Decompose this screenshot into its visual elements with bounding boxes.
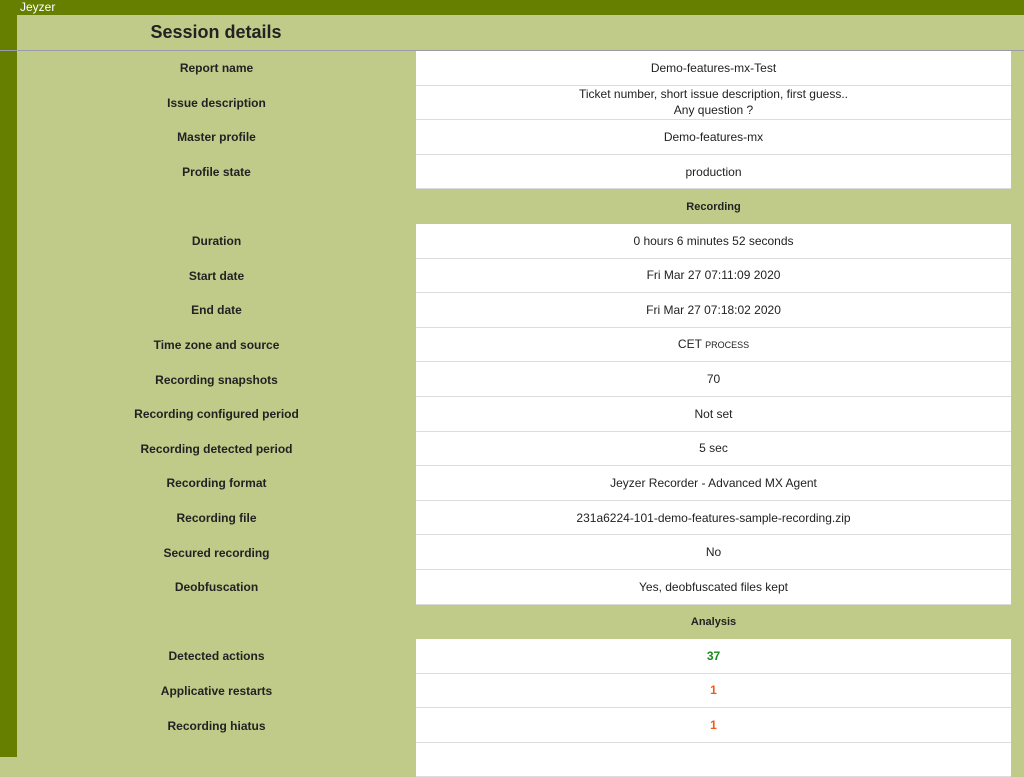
row-label: Detected actions [168, 649, 265, 664]
table-row [17, 639, 1011, 674]
table-row [17, 362, 1011, 397]
row-value: Yes, deobfuscated files kept [639, 579, 788, 594]
details-table [17, 51, 1011, 777]
value-cell [416, 120, 1011, 155]
row-label: Secured recording [163, 545, 270, 560]
divider [0, 50, 17, 51]
value-cell [416, 86, 1011, 121]
row-value: production [685, 164, 742, 179]
table-row [17, 293, 1011, 328]
spacer [17, 189, 416, 224]
table-row [17, 224, 1011, 259]
row-label: Applicative restarts [160, 683, 273, 698]
row-label: Duration [191, 234, 242, 249]
row-value: 0 hours 6 minutes 52 seconds [633, 233, 794, 248]
table-row [17, 120, 1011, 155]
table-row [17, 86, 1011, 121]
row-value: Demo-features-mx-Test [650, 60, 777, 75]
row-label: Recording detected period [140, 441, 293, 456]
session-header [17, 15, 1024, 51]
table-row [17, 743, 1011, 777]
row-label: Issue description [167, 95, 266, 110]
spacer [17, 605, 416, 640]
row-value: Not set [694, 406, 733, 421]
row-value: Demo-features-mx [663, 129, 764, 144]
table-row [17, 155, 1011, 190]
row-value: 1 [710, 718, 717, 733]
left-strip [0, 15, 17, 757]
row-value: Fri Mar 27 07:11:09 2020 [646, 268, 781, 283]
row-value: 5 sec [699, 441, 728, 456]
row-label: End date [191, 303, 242, 318]
row-label: Recording snapshots [155, 372, 278, 387]
table-row [17, 674, 1011, 709]
row-label: Master profile [177, 130, 256, 145]
table-row [17, 328, 1011, 363]
row-label: Recording file [176, 511, 257, 526]
row-value: 231a6224-101-demo-features-sample-recording.zip [576, 510, 851, 525]
table-row [17, 535, 1011, 570]
window-title: Jeyzer [0, 0, 1024, 15]
section-title: Analysis [690, 615, 737, 628]
table-row [17, 397, 1011, 432]
value-cell [416, 224, 1011, 259]
table-row [17, 432, 1011, 467]
row-label [17, 743, 416, 777]
table-row [17, 51, 1011, 86]
value-cell [416, 639, 1011, 674]
row-value: No [705, 545, 722, 560]
row-label: Report name [179, 61, 254, 76]
value-cell [416, 708, 1011, 743]
row-value: 37 [706, 648, 721, 663]
row-value: Ticket number, short issue description, first guess.. [579, 87, 848, 102]
row-value: 70 [706, 372, 721, 387]
row-value: Fri Mar 27 07:18:02 2020 [646, 302, 781, 317]
section-title: Recording [686, 200, 741, 213]
table-row [17, 501, 1011, 536]
table-row [17, 708, 1011, 743]
row-value: CET PROCESS [677, 337, 750, 352]
value-cell [416, 674, 1011, 709]
row-label: Start date [188, 268, 245, 283]
page-title: Session details [150, 22, 282, 42]
value-cell [416, 535, 1011, 570]
row-value: Jeyzer Recorder - Advanced MX Agent [610, 475, 817, 490]
row-label: Recording configured period [134, 407, 299, 422]
value-cell [416, 432, 1011, 467]
value-cell [416, 397, 1011, 432]
table-row [17, 466, 1011, 501]
value-cell [416, 155, 1011, 190]
row-label: Profile state [182, 165, 251, 180]
value-cell [416, 328, 1011, 363]
value-cell [416, 501, 1011, 536]
row-value-line2: Any question ? [673, 103, 754, 118]
value-cell [416, 259, 1011, 294]
row-value: 1 [710, 683, 717, 698]
value-cell [416, 362, 1011, 397]
value-cell [416, 293, 1011, 328]
value-cell [416, 466, 1011, 501]
table-row [17, 570, 1011, 605]
section-row [17, 605, 1011, 640]
value-cell [416, 743, 1011, 777]
row-label: Time zone and source [153, 338, 280, 353]
row-label: Recording hiatus [167, 718, 266, 733]
section-row [17, 189, 1011, 224]
value-cell [416, 570, 1011, 605]
row-label: Deobfuscation [174, 580, 259, 595]
row-label: Recording format [166, 476, 267, 491]
table-row [17, 259, 1011, 294]
value-cell [416, 51, 1011, 86]
